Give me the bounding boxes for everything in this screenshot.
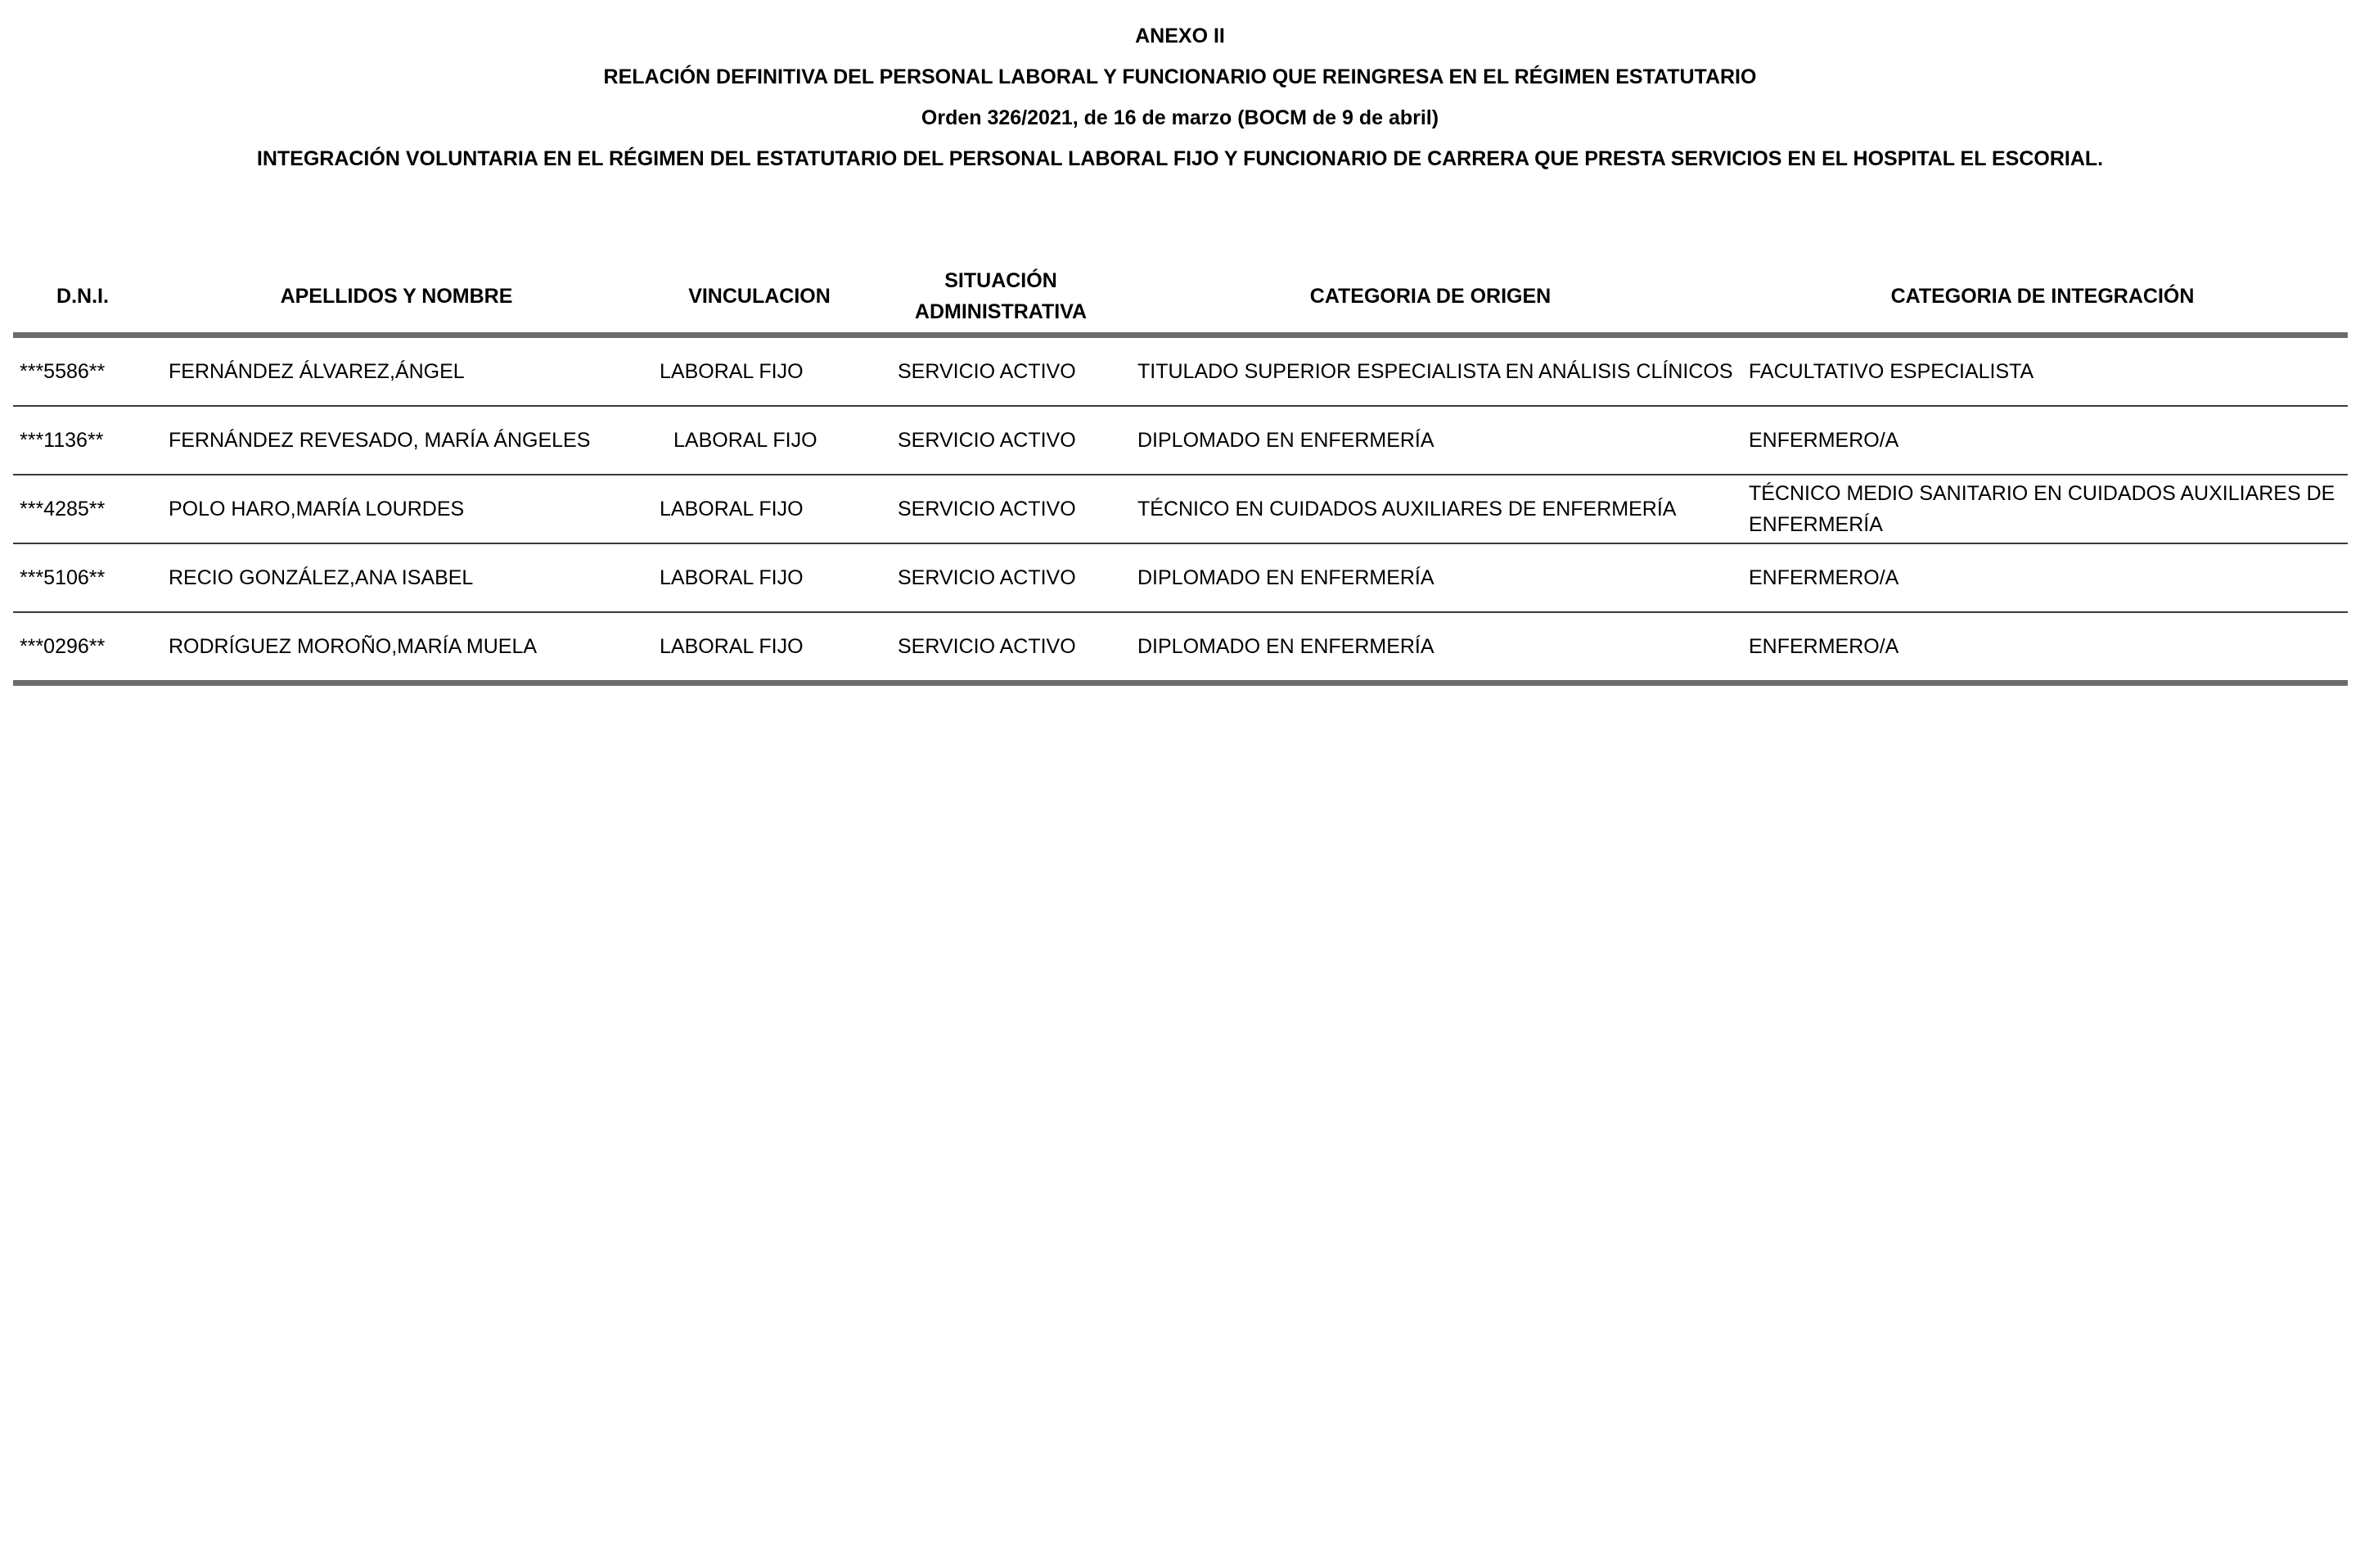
document-subtitle: INTEGRACIÓN VOLUNTARIA EN EL RÉGIMEN DEL ESTATUTARIO DEL PERSONAL LABORAL FIJO Y FUNCIONARIO DE CARRERA QUE PRESTA SERVICIOS EN EL HOSPITAL EL ESCORIAL.	[256, 147, 2104, 170]
table-row	[13, 475, 2348, 543]
cell-situacion: SERVICIO ACTIVO	[878, 475, 1124, 543]
cell-vinculacion: LABORAL FIJO	[641, 543, 878, 612]
cell-name: RODRÍGUEZ MOROÑO,MARÍA MUELA	[152, 612, 641, 683]
table-body	[13, 336, 2348, 683]
cell-origen: DIPLOMADO EN ENFERMERÍA	[1124, 612, 1737, 683]
cell-integracion: ENFERMERO/A	[1737, 612, 2348, 683]
cell-dni: ***1136**	[13, 406, 152, 475]
header-situacion-line1: SITUACIÓN	[944, 269, 1057, 292]
order-reference: Orden 326/2021, de 16 de marzo (BOCM de 9 de abril)	[921, 106, 1439, 129]
cell-origen: DIPLOMADO EN ENFERMERÍA	[1124, 543, 1737, 612]
header-situacion	[878, 260, 1124, 336]
cell-name: FERNÁNDEZ REVESADO, MARÍA ÁNGELES	[152, 406, 641, 475]
cell-name: RECIO GONZÁLEZ,ANA ISABEL	[152, 543, 641, 612]
table-header-row	[13, 260, 2348, 336]
table-row	[13, 336, 2348, 407]
cell-dni: ***0296**	[13, 612, 152, 683]
table-row	[13, 406, 2348, 475]
header-dni: D.N.I.	[13, 260, 152, 336]
cell-vinculacion: LABORAL FIJO	[641, 406, 878, 475]
cell-dni: ***4285**	[13, 475, 152, 543]
cell-integracion: ENFERMERO/A	[1737, 543, 2348, 612]
cell-vinculacion: LABORAL FIJO	[641, 612, 878, 683]
annex-title: ANEXO II	[1135, 25, 1225, 47]
cell-dni: ***5106**	[13, 543, 152, 612]
cell-situacion: SERVICIO ACTIVO	[878, 336, 1124, 407]
document-title: RELACIÓN DEFINITIVA DEL PERSONAL LABORAL Y FUNCIONARIO QUE REINGRESA EN EL RÉGIMEN ESTATUTARIO	[603, 65, 1757, 88]
personnel-table	[13, 260, 2348, 686]
table-row	[13, 543, 2348, 612]
table-header	[13, 260, 2348, 336]
cell-origen: TITULADO SUPERIOR ESPECIALISTA EN ANÁLISIS CLÍNICOS	[1124, 336, 1737, 407]
cell-integracion: ENFERMERO/A	[1737, 406, 2348, 475]
header-name: APELLIDOS Y NOMBRE	[152, 260, 641, 336]
cell-integracion: FACULTATIVO ESPECIALISTA	[1737, 336, 2348, 407]
cell-situacion: SERVICIO ACTIVO	[878, 612, 1124, 683]
cell-dni: ***5586**	[13, 336, 152, 407]
header-integracion: CATEGORIA DE INTEGRACIÓN	[1737, 260, 2348, 336]
cell-name: POLO HARO,MARÍA LOURDES	[152, 475, 641, 543]
cell-integracion: TÉCNICO MEDIO SANITARIO EN CUIDADOS AUXILIARES DE ENFERMERÍA	[1737, 475, 2348, 543]
table-row	[13, 612, 2348, 683]
cell-vinculacion: LABORAL FIJO	[641, 336, 878, 407]
header-origen: CATEGORIA DE ORIGEN	[1124, 260, 1737, 336]
cell-situacion: SERVICIO ACTIVO	[878, 406, 1124, 475]
personnel-table-container	[13, 260, 2348, 686]
cell-vinculacion: LABORAL FIJO	[641, 475, 878, 543]
cell-name: FERNÁNDEZ ÁLVAREZ,ÁNGEL	[152, 336, 641, 407]
cell-origen: DIPLOMADO EN ENFERMERÍA	[1124, 406, 1737, 475]
header-vinculacion: VINCULACION	[641, 260, 878, 336]
cell-origen: TÉCNICO EN CUIDADOS AUXILIARES DE ENFERMERÍA	[1124, 475, 1737, 543]
cell-situacion: SERVICIO ACTIVO	[878, 543, 1124, 612]
header-situacion-line2: ADMINISTRATIVA	[914, 300, 1088, 323]
